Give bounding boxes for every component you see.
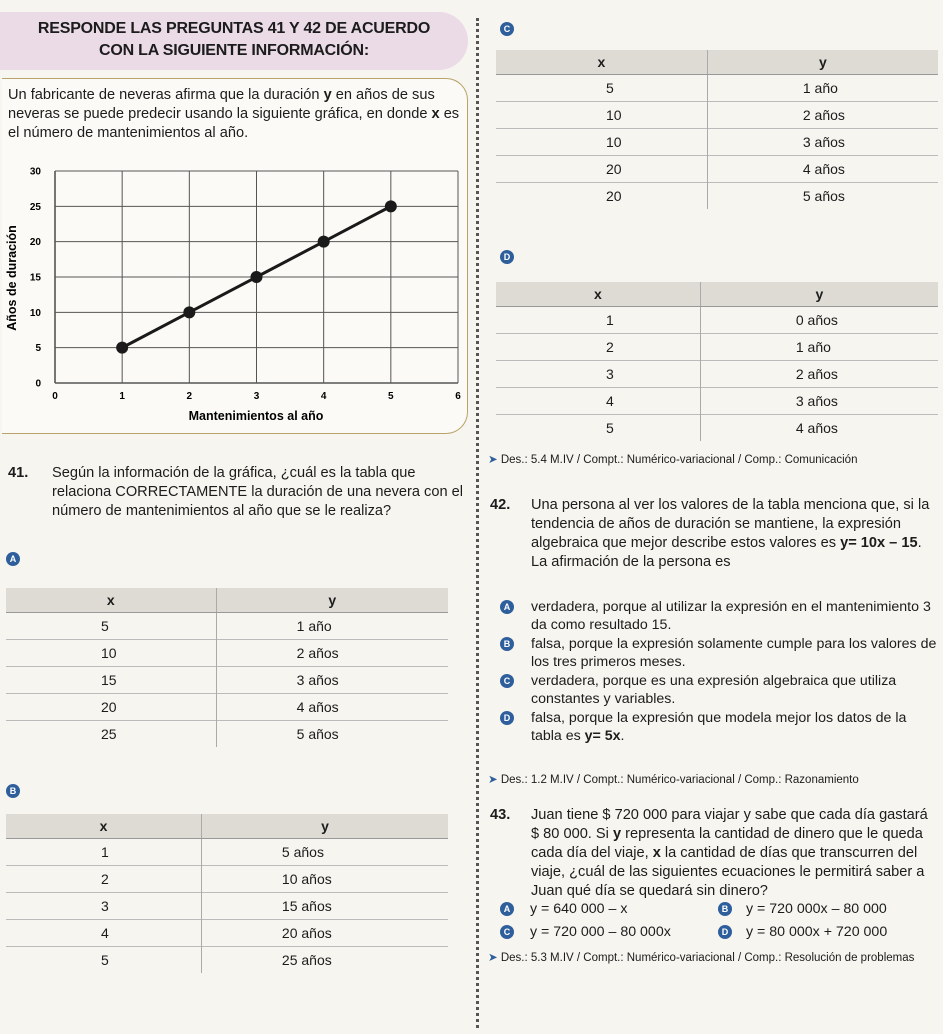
x-tick-label: 3 — [253, 391, 260, 402]
q41-option-c-table[interactable] — [496, 50, 938, 209]
table-header-y: y — [201, 814, 448, 838]
q41-option-a-badge[interactable]: A — [6, 552, 20, 566]
data-point — [183, 306, 195, 318]
q41-descriptor: ➤ Des.: 5.4 M.IV / Compt.: Numérico-variacional / Comp.: Comunicación — [488, 454, 858, 466]
y-tick-label: 0 — [35, 378, 41, 390]
table-row: 3 15 años — [6, 892, 448, 919]
x-tick-label: 5 — [388, 391, 394, 402]
q42-option-c-badge[interactable]: C — [500, 674, 514, 688]
x-tick-label: 4 — [320, 391, 327, 402]
table-row: 3 2 años — [496, 360, 938, 387]
q42-option-b-badge[interactable]: B — [500, 637, 514, 651]
data-point — [116, 342, 128, 354]
q41-question: Según la información de la gráfica, ¿cuál es la tabla que relaciona CORRECTAMENTE la duración de una nevera con el número de mantenimientos al año que se le realiza? — [52, 465, 463, 519]
info-paragraph: Un fabricante de neveras afirma que la duración y en años de sus neveras se puede predecir usando la siguiente gráfica, en donde x es el número de mantenimientos al año. — [8, 87, 460, 141]
duration-chart — [0, 155, 470, 430]
table-header-x: x — [496, 50, 707, 74]
chart-y-axis-label: Años de duración — [5, 225, 19, 331]
q43-descriptor: ➤ Des.: 5.3 M.IV / Compt.: Numérico-variacional / Comp.: Resolución de problemas — [488, 952, 915, 964]
table-header-x: x — [496, 282, 700, 306]
table-row: 5 4 años — [496, 414, 938, 441]
table-row: 2 1 año — [496, 333, 938, 360]
q41-option-a-table[interactable] — [6, 588, 448, 747]
q43-option-b-text[interactable]: y = 720 000x – 80 000 — [746, 901, 887, 917]
q43-option-a-badge[interactable]: A — [500, 902, 514, 916]
x-tick-label: 1 — [119, 391, 125, 402]
header-title-line-1: RESPONDE LAS PREGUNTAS 41 Y 42 DE ACUERDO — [37, 20, 431, 37]
table-header-y: y — [707, 50, 938, 74]
q43-option-c-badge[interactable]: C — [500, 925, 514, 939]
q42-option-a-badge[interactable]: A — [500, 600, 514, 614]
q41-option-c-badge[interactable]: C — [500, 22, 514, 36]
q41-number: 41. — [8, 465, 29, 481]
table-header-y: y — [216, 588, 448, 612]
header-title-line-2: CON LA SIGUIENTE INFORMACIÓN: — [98, 42, 370, 59]
x-tick-label: 0 — [52, 391, 58, 402]
data-point — [318, 236, 330, 248]
y-tick-label: 25 — [29, 201, 41, 213]
y-tick-label: 30 — [29, 166, 41, 178]
q42-question: Una persona al ver los valores de la tabla menciona que, si la tendencia de años de duración se mantiene, la expresión algebraica que mejor describe estos valores es y= 10x – 15. La afirmación de la persona es — [531, 497, 930, 570]
table-row: 5 25 años — [6, 946, 448, 973]
q41-option-b-table[interactable] — [6, 814, 448, 973]
q42-number: 42. — [490, 497, 511, 513]
q42-option-a-text[interactable]: verdadera, porque al utilizar la expresión en el mantenimiento 3 da como resultado 15. — [531, 599, 931, 633]
q43-question: Juan tiene $ 720 000 para viajar y sabe que cada día gastará $ 80 000. Si y representa la cantidad de dinero que le queda cada día del viaje, x la cantidad de días que transcurren del viaje, ¿cuál de las siguientes ecuaciones le permitirá saber a Juan qué día se quedará sin dinero? — [531, 807, 928, 899]
table-row: 20 4 años — [6, 693, 448, 720]
table-row: 1 0 años — [496, 306, 938, 333]
table-row: 5 1 año — [6, 612, 448, 639]
y-tick-label: 10 — [29, 307, 41, 319]
table-row: 20 5 años — [496, 182, 938, 209]
y-tick-label: 15 — [29, 272, 41, 284]
y-tick-label: 20 — [29, 237, 41, 249]
q41-option-d-badge[interactable]: D — [500, 250, 514, 264]
data-point — [385, 200, 397, 212]
q41-option-d-table[interactable] — [496, 282, 938, 441]
table-header-y: y — [700, 282, 938, 306]
table-header-x: x — [6, 588, 216, 612]
q42-option-c-text[interactable]: verdadera, porque es una expresión algebraica que utiliza constantes y variables. — [531, 673, 897, 707]
q43-option-d-text[interactable]: y = 80 000x + 720 000 — [746, 924, 888, 940]
table-row: 1 5 años — [6, 838, 448, 865]
q43-option-d-badge[interactable]: D — [718, 925, 732, 939]
table-row: 25 5 años — [6, 720, 448, 747]
table-row: 10 2 años — [496, 101, 938, 128]
table-row: 20 4 años — [496, 155, 938, 182]
data-point — [251, 271, 263, 283]
table-row: 5 1 año — [496, 74, 938, 101]
q42-option-d-text[interactable]: falsa, porque la expresión que modela mejor los datos de la tabla es y= 5x. — [531, 710, 907, 744]
q43-option-c-text[interactable]: y = 720 000 – 80 000x — [530, 924, 671, 940]
column-divider — [476, 18, 479, 1028]
q43-number: 43. — [490, 807, 511, 823]
x-tick-label: 2 — [186, 391, 193, 402]
x-tick-label: 6 — [455, 391, 461, 402]
table-row: 4 20 años — [6, 919, 448, 946]
chart-x-axis-label: Mantenimientos al año — [188, 409, 324, 423]
table-header-x: x — [6, 814, 201, 838]
q42-option-b-text[interactable]: falsa, porque la expresión solamente cumple para los valores de los tres primeros meses. — [531, 636, 937, 670]
q42-option-d-badge[interactable]: D — [500, 711, 514, 725]
y-tick-label: 5 — [35, 343, 41, 355]
table-row: 2 10 años — [6, 865, 448, 892]
table-row: 10 2 años — [6, 639, 448, 666]
table-row: 15 3 años — [6, 666, 448, 693]
q41-option-b-badge[interactable]: B — [6, 784, 20, 798]
q42-descriptor: ➤ Des.: 1.2 M.IV / Compt.: Numérico-variacional / Comp.: Razonamiento — [488, 774, 859, 786]
q43-option-b-badge[interactable]: B — [718, 902, 732, 916]
table-row: 10 3 años — [496, 128, 938, 155]
q43-option-a-text[interactable]: y = 640 000 – x — [530, 901, 628, 917]
table-row: 4 3 años — [496, 387, 938, 414]
